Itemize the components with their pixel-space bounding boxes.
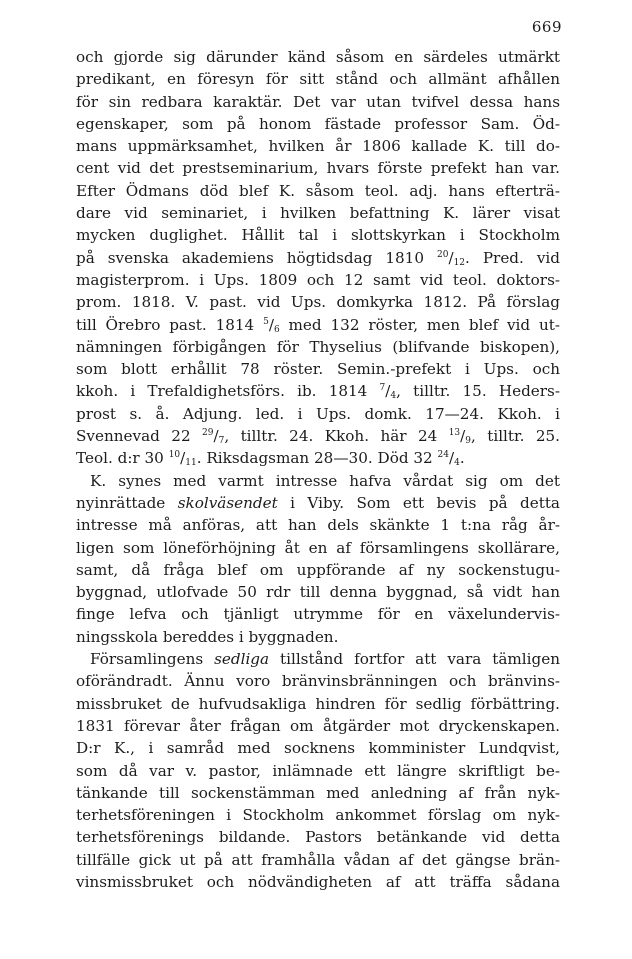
text-line: oförändradt. Ännu voro bränvinsbränningen och bränvins- [76,672,560,691]
text-line: tänkande till sockenstämman med anledning af från nyk- [76,783,560,802]
text-line: dare vid seminariet, i hvilken befattning K. lärer visat [76,204,560,223]
text-line: 1831 förevar åter frågan om åtgärder mot dryckenskapen. [76,716,560,735]
date-month: 12 [453,257,466,268]
text-line: cent vid det prestseminarium, hvars förste prefekt han var. [76,159,560,178]
text-line: ningsskola bereddes i byggnaden. [76,627,339,646]
text-line: Efter Ödmans död blef K. såsom teol. adj. hans efterträ- [76,181,560,200]
date-day: 29 [202,428,214,439]
text-line: som blott erhållit 78 röster. Semin.-prefekt i Ups. och [76,360,560,379]
date-day: 5 [263,316,269,327]
text-line: nyinrättade skolväsendet i Viby. Som ett bevis på detta [76,493,560,512]
text-line: samt, då fråga blef om uppförande af ny sockenstugu- [76,560,560,579]
text-line: mycken duglighet. Hållit tal i slottskyrkan i Stockholm [76,226,560,245]
italic-term: skolväsendet [177,493,278,512]
text-line: intresse må anföras, att han dels skänkte 1 t:na råg år- [76,516,560,535]
text-line: Svennevad 22 $^{29}/_7$, tilltr. 24. Kkoh. här 24 $^{13}/_9$, tilltr. 25. [76,427,560,447]
text-line: egenskaper, som på honom fästade professor Sam. Öd- [76,114,560,133]
italic-term: sedliga [214,650,270,669]
date-day: 13 [448,428,461,439]
date-month: 6 [273,324,280,335]
text-line: och gjorde sig därunder känd såsom en särdeles utmärkt [76,48,560,66]
text-line: magisterprom. i Ups. 1809 och 12 samt vid teol. doktors- [76,270,560,289]
date-month: 7 [218,436,225,447]
text-line: nämningen förbigången för Thyselius (blifvande biskopen), [76,337,560,356]
date-day: 20 [437,249,449,260]
text-line: D:r K., i samråd med socknens komminister Lundqvist, [76,739,560,758]
body-text [76,46,560,893]
text-line: finge lefva och tjänligt utrymme för en växelundervis- [76,605,560,624]
text-line: prost s. å. Adjung. led. i Ups. domk. 17—24. Kkoh. i [76,404,560,423]
date-month: 11 [185,458,197,469]
date-month: 4 [454,458,460,469]
text-line: prom. 1818. V. past. vid Ups. domkyrka 1812. På förslag [76,293,560,312]
date-day: 7 [379,383,386,394]
text-line: terhetsföreningen i Stockholm ankommet förslag om nyk- [76,806,560,825]
text-line: för sin redbara karaktär. Det var utan tvifvel dessa hans [76,92,560,111]
date-month: 4 [390,391,397,402]
paragraph-start-line: K. synes med varmt intresse hafva vårdat sig om det [90,471,560,490]
paragraph-start-line: Församlingens sedliga tillstånd fortfor att vara tämligen [90,650,560,669]
text-line: vinsmissbruket och nödvändigheten af att träffa sådana [76,872,560,891]
text-line: ligen som löneförhöjning åt en af församlingens skollärare, [76,538,560,557]
text-line: byggnad, utlofvade 50 rdr till denna byggnad, så vidt han [76,583,560,602]
text-line: kkoh. i Trefaldighetsförs. ib. 1814 $^7/_4$, tilltr. 15. Heders- [76,382,560,402]
text-line: till Örebro past. 1814 $^5/_6$ med 132 röster, men blef vid ut- [76,315,560,335]
text-line: predikant, en föresyn för sitt stånd och allmänt afhållen [76,70,560,89]
text-line: missbruket de hufvudsakliga hindren för sedlig förbättring. [76,694,560,713]
text-line: som då var v. pastor, inlämnade ett längre skriftligt be- [76,761,560,780]
date-month: 9 [465,436,471,447]
text-line: Teol. d:r 30 $^{10}/_{11}$. Riksdagsman 28—30. Död 32 $^{24}/_4$. [76,449,465,469]
text-line: tillfälle gick ut på att framhålla vådan af det gängse brän- [76,850,560,869]
text-line: terhetsförenings bildande. Pastors betänkande vid detta [76,828,560,847]
page-number: 669 [531,18,562,36]
text-line: på svenska akademiens högtidsdag 1810 $^{20}/_{12}$. Pred. vid [76,248,560,268]
date-day: 10 [168,450,181,461]
date-day: 24 [437,450,449,461]
text-line: mans uppmärksamhet, hvilken år 1806 kallade K. till do- [76,137,560,156]
